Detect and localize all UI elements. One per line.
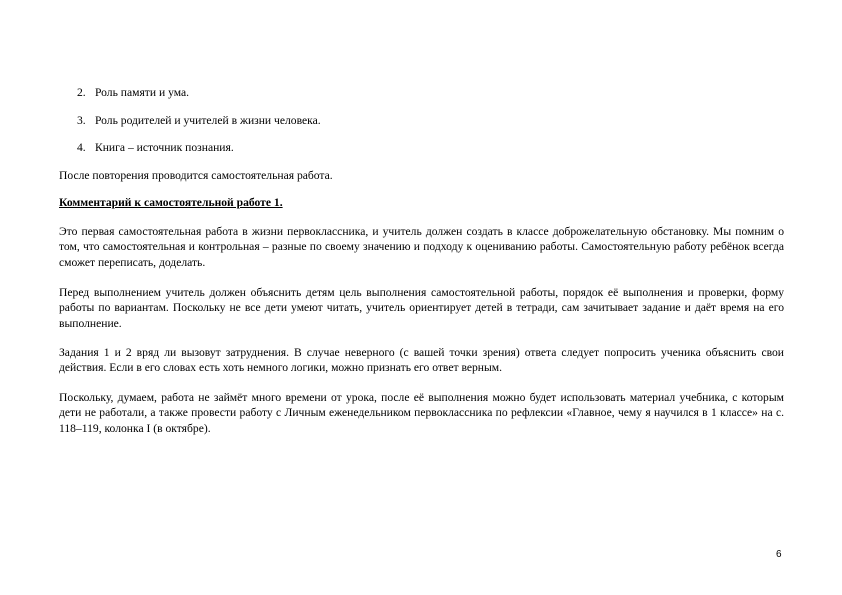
comment-title: Комментарий к самостоятельной работе 1.	[59, 196, 283, 209]
list-item-text: Роль родителей и учителей в жизни человека.	[95, 113, 321, 127]
list-item-text: Книга – источник познания.	[95, 141, 234, 154]
after-review-text: После повторения проводится самостоятельная работа.	[59, 169, 333, 182]
list-item	[77, 86, 321, 100]
list-item	[77, 141, 321, 155]
list-item-number: 4.	[77, 141, 86, 154]
paragraph-2: Перед выполнением учитель должен объяснить детям цель выполнения самостоятельной работы, порядок её выполнения и проверки, форму работы по вариантам. Поскольку не все дети умеют читать, учитель ориентирует детей в тетради, сам зачитывает задание и даёт время на его выполнение.	[59, 286, 784, 330]
paragraph-3: Задания 1 и 2 вряд ли вызовут затруднения. В случае неверного (с вашей точки зрения) ответа следует попросить ученика объяснить свои действия. Если в его словах есть хоть немного логики, можно признать его ответ верным.	[59, 346, 784, 375]
page-number: 6	[776, 549, 782, 560]
comment-heading	[59, 195, 784, 210]
list-item	[77, 114, 321, 128]
list-item-number: 2.	[77, 86, 86, 99]
list-item-text: Роль памяти и ума.	[95, 86, 190, 99]
topic-list	[77, 86, 321, 169]
paragraph-4: Поскольку, думаем, работа не займёт много времени от урока, после её выполнения можно будет использовать материал учебника, с которым дети не работали, а также провести работу с Личным еженедельником первоклассника по рефлексии «Главное, чему я научился в 1 классе» на с. 118–119, колонка I (в октябре).	[59, 391, 784, 435]
list-item-number: 3.	[77, 113, 86, 127]
paragraph-1: Это первая самостоятельная работа в жизни первоклассника, и учитель должен создать в классе доброжелательную обстановку. Мы помним о том, что самостоятельная и контрольная – разные по своему значению и подходу к оцениванию работы. Самостоятельную работу ребёнок всегда сможет переписать, доделать.	[59, 225, 784, 269]
